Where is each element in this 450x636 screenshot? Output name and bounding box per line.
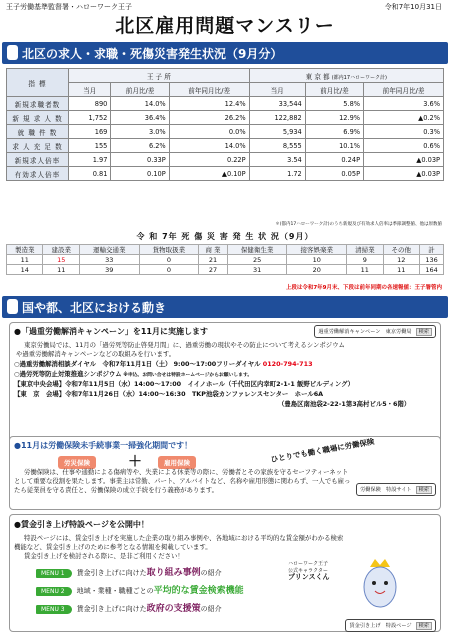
- insurance-title: ●11月は労働保険未手続事業一掃強化期間です！: [14, 441, 193, 450]
- campaign-search-chip[interactable]: 過重労働解消キャンペーン 東京労働局 検索: [314, 325, 436, 338]
- section-label: 北区の求人・求職・死傷災害発生状況（9月分）: [22, 47, 283, 61]
- table-row: 新規求職者数 890 14.0% 12.4% 33,544 5.8% 3.6%: [7, 97, 444, 111]
- indicator-header: 指 標: [7, 69, 69, 97]
- col-header: 当月: [249, 83, 305, 97]
- venue-address: （豊島区南池袋2-22-1第3高村ビル5・6階）: [278, 400, 411, 408]
- insurance-text: たら従業員を守る責任と、労働保険の成立手続を行う義務があります。: [14, 486, 218, 494]
- plus-sign: ＋: [128, 454, 142, 470]
- col-header: 前年同月比/差: [364, 83, 444, 97]
- wage-box: [9, 514, 441, 632]
- insurance-search-chip[interactable]: 労働保険 特設サイト 検索: [356, 483, 436, 496]
- wage-title: ●賃金引き上げ特設ページを公開中！: [14, 520, 149, 529]
- section-band-stats: [2, 42, 448, 64]
- issue-date: 令和7年10月31日: [384, 3, 442, 11]
- table-row: 有効求人倍率 0.81 0.10P ▲0.10P 1.72 0.05P ▲0.03P: [7, 167, 444, 181]
- campaign-box: [9, 322, 441, 443]
- table-row: 就 職 件 数 169 3.0% 0.0% 5,934 6.9% 0.3%: [7, 125, 444, 139]
- table-row: 11 15 33 0 21 25 10 9 12 136: [7, 255, 444, 265]
- wage-text: 賃金引き上げを検討される際に、是非ご利用ください！: [24, 552, 184, 560]
- section-label: 国や都、北区における動き: [22, 301, 167, 315]
- character-caption: ハローワーク王子 公式キャラクター プリンスくん: [288, 561, 330, 581]
- menu-item-2[interactable]: MENU 2 地域・業種・職種ごとの平均的な賃金検索機能: [36, 583, 244, 595]
- page-title: 北区雇用問題マンスリー: [115, 15, 335, 37]
- table-row: 求 人 充 足 数 155 6.2% 14.0% 8,555 10.1% 0.6%: [7, 139, 444, 153]
- insurance-box: [9, 436, 441, 510]
- table-row: 14 11 39 0 27 31 20 11 11 164: [7, 265, 444, 275]
- disaster-table: [6, 244, 444, 275]
- koyou-tag: 雇用保険: [158, 456, 196, 469]
- rousai-tag: 労災保険: [58, 456, 96, 469]
- col-header: 前年同月比/差: [169, 83, 249, 97]
- table-row: 新規求人倍率 1.97 0.33P 0.22P 3.54 0.24P ▲0.03P: [7, 153, 444, 167]
- search-button[interactable]: 検索: [416, 622, 432, 630]
- col-header: 前月比/差: [305, 83, 363, 97]
- stats-note: ＊(都内17ハローワーク計)のうち新規及び有効求人倍率は季節調整値、他は原数値: [275, 222, 442, 227]
- insurance-text: として重要な役割を果たします。事業主は常勤、パート、アルバイトなど、名称や雇用形態に関わらず、一人でも雇っ: [14, 477, 351, 485]
- hotline-line: ○過重労働解消相談ダイヤル 令和7年11月1日（土） 9:00～17:00フリーダイヤル 0120-794-713: [14, 360, 313, 368]
- col-header: 前月比/差: [111, 83, 169, 97]
- venue-line: 【東京中央会場】令和7年11月5日（水）14:00～17:00 イイノホール（千代田区内幸町2-1-1 飯野ビルディング）: [14, 380, 355, 388]
- campaign-text: や過重労働解消キャンペーンなどの取組みを行います。: [16, 350, 176, 358]
- menu-item-1[interactable]: MENU 1 賃金引き上げに向けた取り組み事例の紹介: [36, 565, 222, 577]
- col-header: 当月: [69, 83, 111, 97]
- disaster-title: 令 和 7年 死 傷 災 害 発 生 状 況（9月）: [136, 232, 314, 241]
- table-header-row: 製造業 建設業 運輸交通業 貨物取扱業 商 業 保健衛生業 接客娯楽業 清掃業 その他 計: [7, 245, 444, 255]
- campaign-text: 東京労働局では、11月の「過労死等防止啓発月間」に、過重労働の現状やその防止について考えるシンポジウム: [24, 341, 345, 349]
- prince-mascot-icon: [355, 555, 405, 613]
- wage-text: 特設ページには、賃金引き上げを実施した企業の取り組み事例や、各地域における平均的な賃金額がわかる検索: [24, 534, 344, 542]
- handwritten-slogan: ひとりでも働く職場に労働保険: [270, 436, 375, 465]
- symposium-line: ○過労死等防止対策推進シンポジウム ※申込、お問い合せは特設ホームページからお願いします。: [14, 370, 253, 378]
- menu-item-3[interactable]: MENU 3 賃金引き上げに向けた政府の支援策の紹介: [36, 601, 222, 613]
- office-name: 王子労働基準監督署・ハローワーク王子: [6, 3, 132, 11]
- insurance-text: 労働保険は、仕事や通勤による傷病等や、失業による休業等の際に、労働者とその家族を守るセーフティーネット: [24, 468, 349, 476]
- search-button[interactable]: 検索: [416, 328, 432, 336]
- hotline-number: 0120-794-713: [262, 360, 313, 368]
- tokyo-header: 東 京 都 (都内17ハローワーク計): [249, 69, 443, 83]
- wage-text: 機能など、賃金引き上げのために参考となる情報を掲載しています。: [14, 543, 212, 551]
- oji-header: 王 子 所: [69, 69, 250, 83]
- venue-line: 【東 京 会場】令和7年11月26日（水）14:00～16:30 TKP池袋カンファレンスセンター ホール6A: [14, 390, 324, 398]
- stats-table: [6, 68, 444, 181]
- disaster-note: 上段は令和7年9月末、下段は前年同期の各速報値：王子署管内: [285, 285, 442, 291]
- campaign-title: ●「過重労働解消キャンペーン」を11月に実施します: [14, 327, 208, 336]
- section-band-news: [2, 296, 448, 318]
- search-button[interactable]: 検索: [416, 486, 432, 494]
- wage-search-chip[interactable]: 賃金引き上げ 特設ページ 検索: [345, 619, 436, 632]
- table-row: 新 規 求 人 数 1,752 36.4% 26.2% 122,882 12.9% ▲0.2%: [7, 111, 444, 125]
